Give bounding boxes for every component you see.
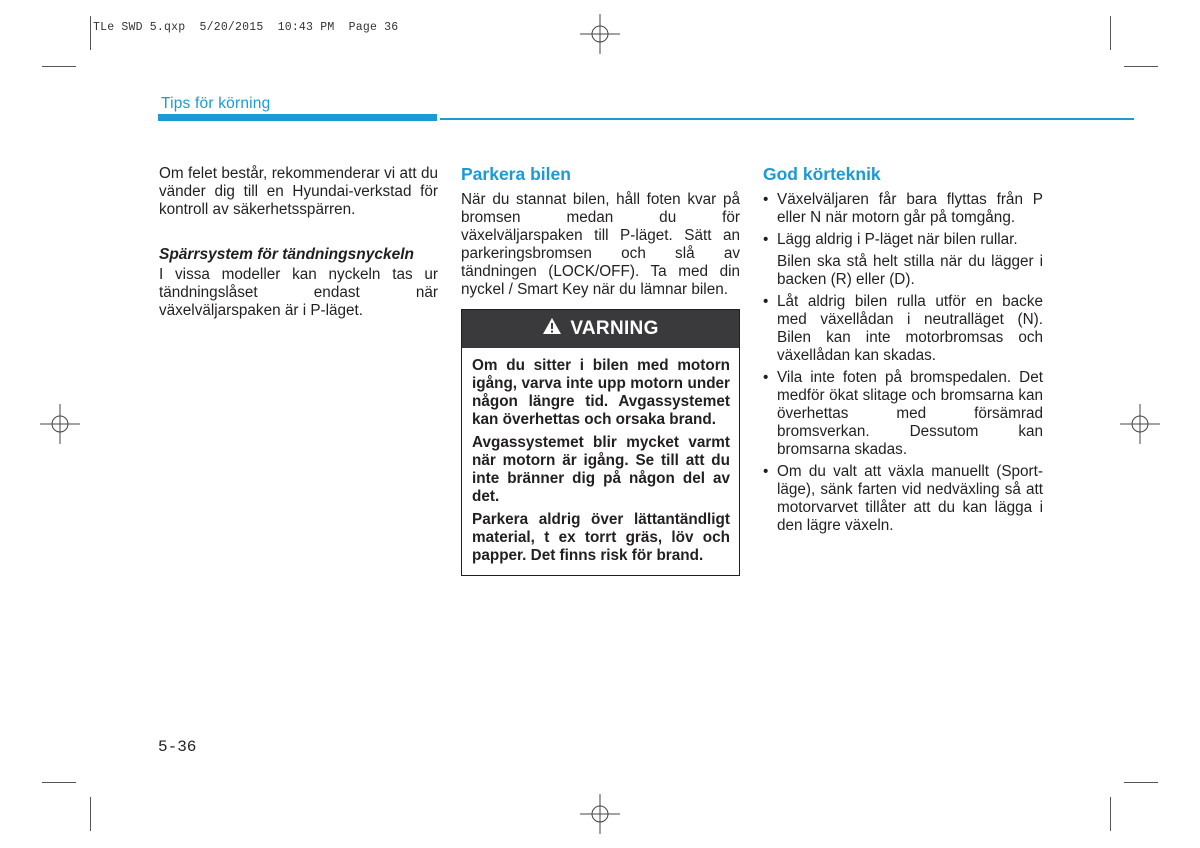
list-item-text: Vila inte foten på bromspedalen. Det medför ökat slitage och bromsarna kan överhettas med försämrad bromsverkan. Dessutom kan bromsarna skadas.: [777, 369, 1043, 458]
subheading-ignition-lock: Spärrsystem för tändningsnyckeln: [159, 246, 414, 263]
crop-mark: [1110, 797, 1111, 831]
registration-mark-icon: [1120, 404, 1160, 444]
parking-paragraph: När du stannat bilen, håll foten kvar på bromsen medan du för växelväljarspaken till P-läget. Sätt an parkeringsbromsen och slå av tändningen (LOCK/OFF). Ta med din nyckel / Smart Key när du lämnar bilen.: [461, 191, 740, 298]
warning-paragraph: Avgassystemet blir mycket varmt när motorn är igång. Se till att du inte bränner dig på någon del av det.: [472, 434, 730, 505]
crop-mark: [1124, 782, 1158, 783]
list-item: [763, 293, 1043, 365]
section-title: Tips för körning: [161, 95, 271, 112]
bullet-icon: •: [763, 191, 769, 208]
crop-mark: [42, 782, 76, 783]
crop-mark: [1110, 16, 1111, 50]
registration-mark-icon: [580, 14, 620, 54]
list-item: [763, 191, 1043, 227]
bullet-icon: •: [763, 463, 769, 480]
warning-paragraph: Om du sitter i bilen med motorn igång, varva inte upp motorn under någon längre tid. Avgassystemet kan överhettas och orsaka brand.: [472, 357, 730, 428]
warning-body: [462, 348, 739, 575]
warning-header: [462, 310, 739, 348]
driving-tips-list: [763, 191, 1043, 535]
list-item-text: Växelväljaren får bara flyttas från P eller N när motorn går på tomgång.: [777, 191, 1043, 226]
bullet-icon: •: [763, 369, 769, 386]
heading-driving-technique: God körteknik: [763, 164, 881, 184]
header-rule-thick: [158, 114, 437, 121]
warning-triangle-icon: [542, 317, 562, 339]
list-item: [763, 463, 1043, 535]
heading-parking: Parkera bilen: [461, 164, 571, 184]
list-item-text: Om du valt att växla manuellt (Sport-läge), sänk farten vid nedväxling så att motorvarvet tillåter att du kan lägga i den lägre växeln.: [777, 463, 1043, 534]
warning-paragraph: Parkera aldrig över lättantändligt material, t ex torrt gräs, löv och papper. Det finns risk för brand.: [472, 511, 730, 564]
column-left: [159, 165, 438, 320]
warning-box: [461, 309, 740, 576]
page-number: 5-36: [158, 738, 197, 756]
list-item-text: Lägg aldrig i P-läget när bilen rullar.: [777, 231, 1018, 248]
registration-mark-icon: [580, 794, 620, 834]
crop-mark: [1124, 66, 1158, 67]
bullet-icon: •: [763, 293, 769, 310]
crop-mark: [90, 797, 91, 831]
bullet-icon: •: [763, 231, 769, 248]
list-item-subtext: Bilen ska stå helt stilla när du lägger i backen (R) eller (D).: [777, 253, 1043, 288]
column-right: [763, 165, 1043, 539]
intro-paragraph: Om felet består, rekommenderar vi att du vänder dig till en Hyundai-verkstad för kontroll av säkerhetsspärren.: [159, 165, 438, 218]
crop-mark: [42, 66, 76, 67]
warning-title: VARNING: [570, 318, 659, 339]
list-item-text: Låt aldrig bilen rulla utför en backe med växellådan i neutralläget (N). Bilen kan inte motorbromsas och växellådan kan skadas.: [777, 293, 1043, 364]
list-item: [763, 231, 1043, 289]
column-middle: [461, 165, 740, 576]
ignition-lock-paragraph: I vissa modeller kan nyckeln tas ur tändningslåset endast när växelväljarspaken är i P-läget.: [159, 266, 438, 319]
header-rule-thin: [440, 118, 1134, 120]
list-item: [763, 369, 1043, 459]
registration-mark-icon: [40, 404, 80, 444]
print-slug: TLe SWD 5.qxp 5/20/2015 10:43 PM Page 36: [93, 21, 399, 34]
crop-mark: [90, 16, 91, 50]
